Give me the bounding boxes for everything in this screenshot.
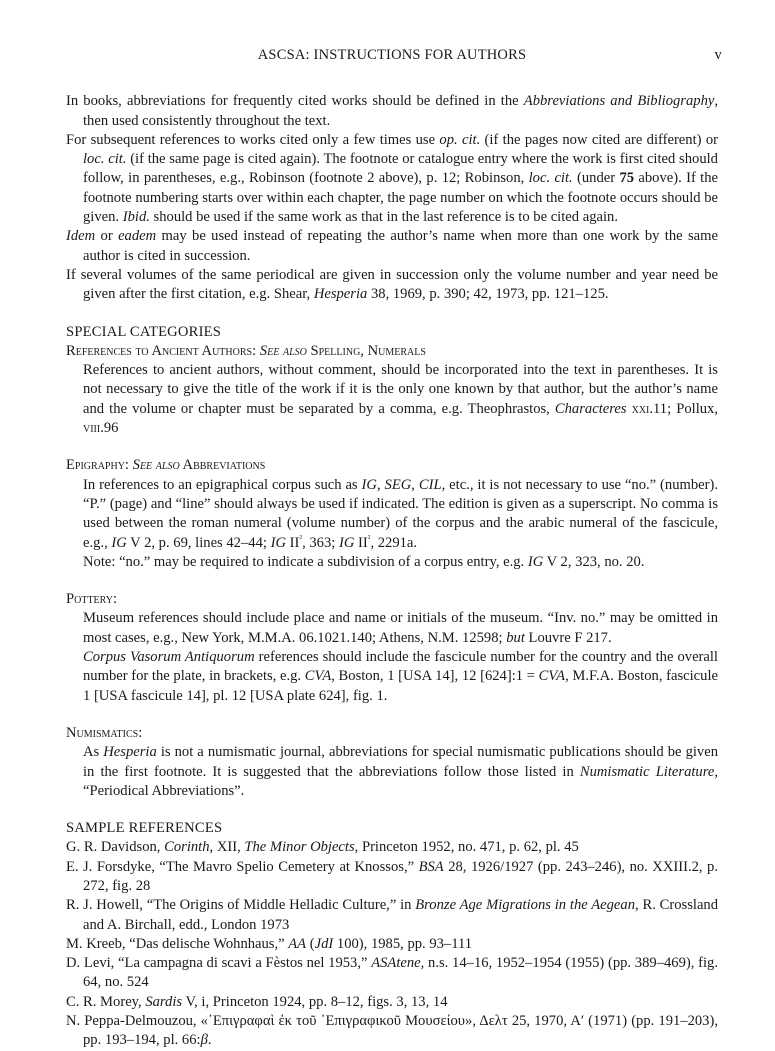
pottery-text-2: Corpus Vasorum Antiquorum references should include the fascicule number for the country and the overall number for the plate, in brackets, e.g. CVA, Boston, 1 [USA 14], 12 [624]:1 = CVA, M.F.A. Boston, fascicule 1 [USA fascicule 14], pl. 12 [USA plate 624], fig. 1. [83,649,718,704]
numismatics-text: As Hesperia is not a numismatic journal, abbreviations for special numismatic publications should be given in the first footnote. It is suggested that the abbreviations follow those listed in Numismatic Literature, “Periodical Abbreviations”. [83,744,718,799]
header-title: ASCSA: INSTRUCTIONS FOR AUTHORS [257,47,527,63]
special-categories-heading: SPECIAL CATEGORIES [66,323,222,340]
reference-entry: M. Kreeb, “Das delische Wohnhaus,” AA (JdI 100), 1985, pp. 93–111 [66,935,473,952]
sample-references-heading: SAMPLE REFERENCES [66,820,223,837]
pottery-heading: Pottery: [66,591,118,608]
reference-entry: E. J. Forsdyke, “The Mavro Spelio Cemetery at Knossos,” BSA 28, 1926/1927 (pp. 243–246), no. XXIII.2, p. 272, fig. 28 [66,858,719,894]
epigraphy-note: Note: “no.” may be required to indicate a subdivision of a corpus entry, e.g. IG V 2, 323, no. 20. [83,553,645,570]
page-number: v [714,47,722,63]
reference-entry: R. J. Howell, “The Origins of Middle Helladic Culture,” in Bronze Age Migrations in the Aegean, R. Crossland and A. Birchall, edd., London 1973 [66,897,719,933]
intro-paragraph-3: Idem or eadem may be used instead of repeating the author’s name when more than one work by the same author is cited in succession. [66,228,718,264]
reference-entry: D. Levi, “La campagna di scavi a Fèstos nel 1953,” ASAtene, n.s. 14–16, 1952–1954 (1955) (pp. 389–469), fig. 64, no. 524 [66,955,718,991]
reference-entry: G. R. Davidson, Corinth, XII, The Minor Objects, Princeton 1952, no. 471, p. 62, pl. 45 [66,839,579,856]
running-header [66,46,722,65]
ancient-authors-heading: References to Ancient Authors: See also Spelling, Numerals [66,342,426,359]
reference-entry: C. R. Morey, Sardis V, i, Princeton 1924, pp. 8–12, figs. 3, 13, 14 [66,993,448,1010]
intro-paragraph-1: In books, abbreviations for frequently cited works should be defined in the Abbreviations and Bibliography, then used consistently throughout the text. [66,93,719,129]
intro-paragraph-2: For subsequent references to works cited only a few times use op. cit. (if the pages now cited are different) or loc. cit. (if the same page is cited again). The footnote or catalogue entry where the work is first cited should follow, in parentheses, e.g., Robinson (footnote 2 above), p. 12; Robinson, loc. cit. (under 75 above). If the footnote numbering starts over within each chapter, the page number on which the footnote occurs should be given. Ibid. should be used if the same work as that in the last reference is to be cited again. [66,131,718,226]
reference-entry: N. Peppa-Delmouzou, «᾿Επιγραφαὶ ἐκ τοῦ ᾿Επιγραφικοῦ Μουσείου», Δελτ 25, 1970, Α′ (1971) (pp. 191–203), pp. 193–194, pl. 66:β. [66,1013,718,1049]
document-page [66,46,722,1051]
epigraphy-heading: Epigraphy: See also Abbreviations [66,457,266,474]
intro-paragraph-4: If several volumes of the same periodical are given in succession only the volume number and year need be given after the first citation, e.g. Shear, Hesperia 38, 1969, p. 390; 42, 1973, pp. 121–125. [66,266,718,303]
ancient-authors-text: References to ancient authors, without comment, should be incorporated into the text in parentheses. It is not necessary to give the title of the work if it is the only one known by that author, but the author’s name and the volume or chapter must be separated by a comma, e.g. Theophrastos, Characteres xxi.11; Pollux, viii.96 [83,362,718,437]
pottery-text-1: Museum references should include place and name or initials of the museum. “Inv. no.” may be omitted in most cases, e.g., New York, M.M.A. 06.1021.140; Athens, N.M. 12598; but Louvre F 217. [83,610,718,646]
numismatics-heading: Numismatics: [66,724,143,741]
epigraphy-text: In references to an epigraphical corpus such as IG, SEG, CIL, etc., it is not necessary to use “no.” (number). “P.” (page) and “line” should always be used if indicated. The edition is given as a superscript. No comma is used between the roman numeral (volume number) of the corpus and the arabic numeral of the fascicule, e.g., IG V 2, p. 69, lines 42–44; IG $II^{^2}$, 363; IG $II^{^2}$, 2291a. [83,476,719,551]
